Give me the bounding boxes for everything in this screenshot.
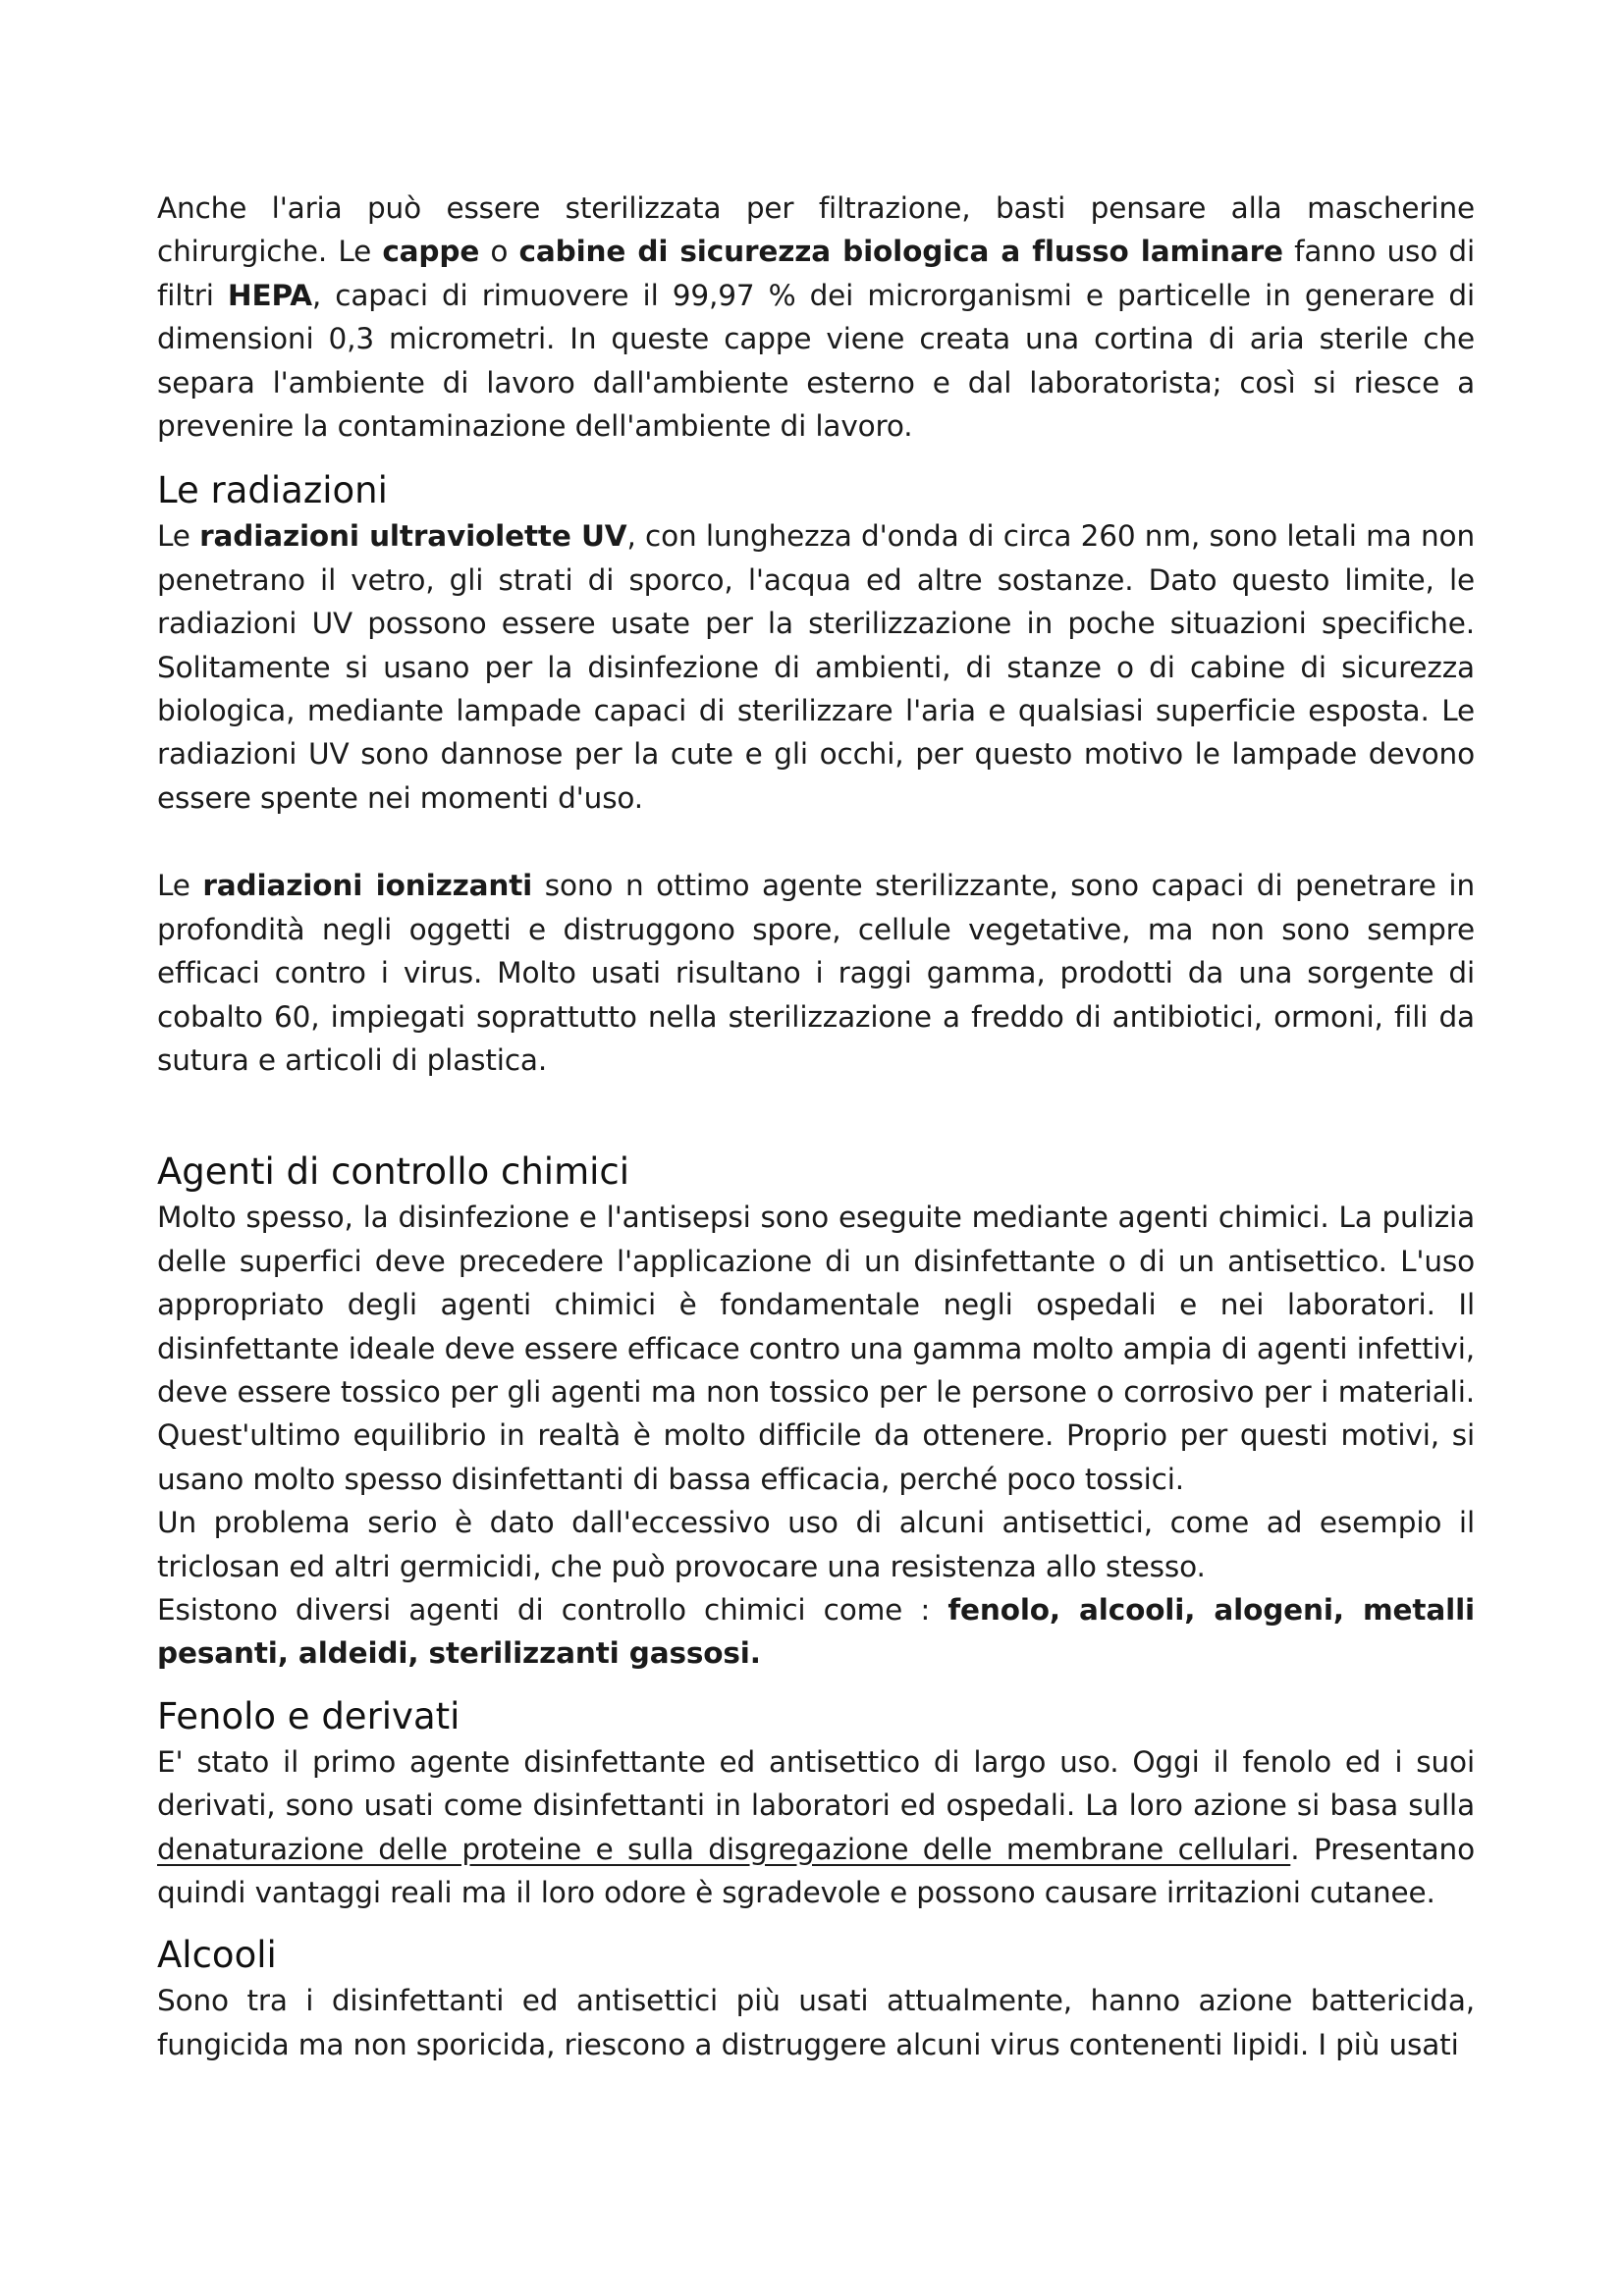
bold-term: cappe bbox=[382, 235, 480, 269]
bold-term: HEPA bbox=[227, 278, 312, 312]
chimici-section bbox=[157, 1148, 1475, 1675]
section-heading: Alcooli bbox=[157, 1934, 277, 1977]
paragraph-ionizzanti: Le radiazioni ionizzanti sono n ottimo agente sterilizzante, sono capaci di penetrare in profondità negli oggetti e distruggono spore, cellule vegetative, ma non sono sempre efficaci contro i virus. Molto usati risultano i raggi gamma, prodotti da una sorgente di cobalto 60, impiegati soprattutto nella sterilizzazione a freddo di antibiotici, ormoni, fili da sutura e articoli di plastica. bbox=[157, 869, 1475, 1077]
bold-term: radiazioni ionizzanti bbox=[202, 869, 533, 903]
intro-paragraph: Anche l'aria può essere sterilizzata per filtrazione, basti pensare alla mascherine chirurgiche. Le cappe o cabine di sicurezza biologica a flusso laminare fanno uso di filtri HEPA, capaci di rimuovere il 99,97 % dei microrganismi e particelle in generare di dimensioni 0,3 micrometri. In queste cappe viene creata una cortina di aria sterile che separa l'ambiente di lavoro dall'ambiente esterno e dal laboratorista; così si riesce a prevenire la contaminazione dell'ambiente di lavoro. bbox=[157, 191, 1476, 444]
alcooli-section bbox=[157, 1932, 1475, 2066]
bold-term: fenolo, alcooli, alogeni, metalli pesanti, aldeidi, sterilizzanti gassosi. bbox=[157, 1592, 1475, 1671]
paragraph: Molto spesso, la disinfezione e l'antisepsi sono eseguite mediante agenti chimici. La pulizia delle superfici deve precedere l'applicazione di un disinfettante o di un antisettico. L'uso appropriato degli agenti chimici è fondamentale negli ospedali e nei laboratori. Il disinfettante ideale deve essere efficace contro una gamma molto ampia di agenti infettivi, deve essere tossico per gli agenti ma non tossico per le persone o corrosivo per i materiali. Quest'ultimo equilibrio in realtà è molto difficile da ottenere. Proprio per questi motivi, si usano molto spesso disinfettanti di bassa efficacia, perché poco tossici. bbox=[157, 1201, 1475, 1496]
paragraph-uv: Le radiazioni ultraviolette UV, con lunghezza d'onda di circa 260 nm, sono letali ma non penetrano il vetro, gli strati di sporco, l'acqua ed altre sostanze. Dato questo limite, le radiazioni UV possono essere usate per la sterilizzazione in poche situazioni specifiche. Solitamente si usano per la disinfezione di ambienti, di stanze o di cabine di sicurezza biologica, mediante lampade capaci di sterilizzare l'aria e qualsiasi superficie esposta. Le radiazioni UV sono dannose per la cute e gli occhi, per questo motivo le lampade devono essere spente nei momenti d'uso. bbox=[157, 519, 1475, 815]
paragraph: Sono tra i disinfettanti ed antisettici più usati attualmente, hanno azione battericida, fungicida ma non sporicida, riescono a distruggere alcuni virus contenenti lipidi. I più usati bbox=[157, 1984, 1475, 2061]
intro-section bbox=[157, 187, 1475, 448]
section-heading: Agenti di controllo chimici bbox=[157, 1150, 630, 1194]
paragraph: Un problema serio è dato dall'eccessivo uso di alcuni antisettici, come ad esempio il triclosan ed altri germicidi, che può provocare una resistenza allo stesso. bbox=[157, 1506, 1475, 1583]
section-heading: Fenolo e derivati bbox=[157, 1694, 460, 1737]
bold-term: cabine di sicurezza biologica a flusso laminare bbox=[518, 235, 1283, 269]
section-heading: Le radiazioni bbox=[157, 469, 388, 512]
fenolo-section bbox=[157, 1693, 1475, 1915]
paragraph: Esistono diversi agenti di controllo chimici come : fenolo, alcooli, alogeni, metalli pesanti, aldeidi, sterilizzanti gassosi. bbox=[157, 1592, 1475, 1671]
radiazioni-section bbox=[157, 467, 1475, 1082]
paragraph: E' stato il primo agente disinfettante ed antisettico di largo uso. Oggi il fenolo ed i suoi derivati, sono usati come disinfettanti in laboratori ed ospedali. La loro azione si basa sulla denaturazione delle proteine e sulla disgregazione delle membrane cellulari. Presentano quindi vantaggi reali ma il loro odore è sgradevole e possono causare irritazioni cutanee. bbox=[157, 1744, 1475, 1909]
bold-term: radiazioni ultraviolette UV bbox=[199, 519, 627, 554]
underlined-term: denaturazione delle proteine e sulla disgregazione delle membrane cellulari bbox=[157, 1832, 1291, 1866]
